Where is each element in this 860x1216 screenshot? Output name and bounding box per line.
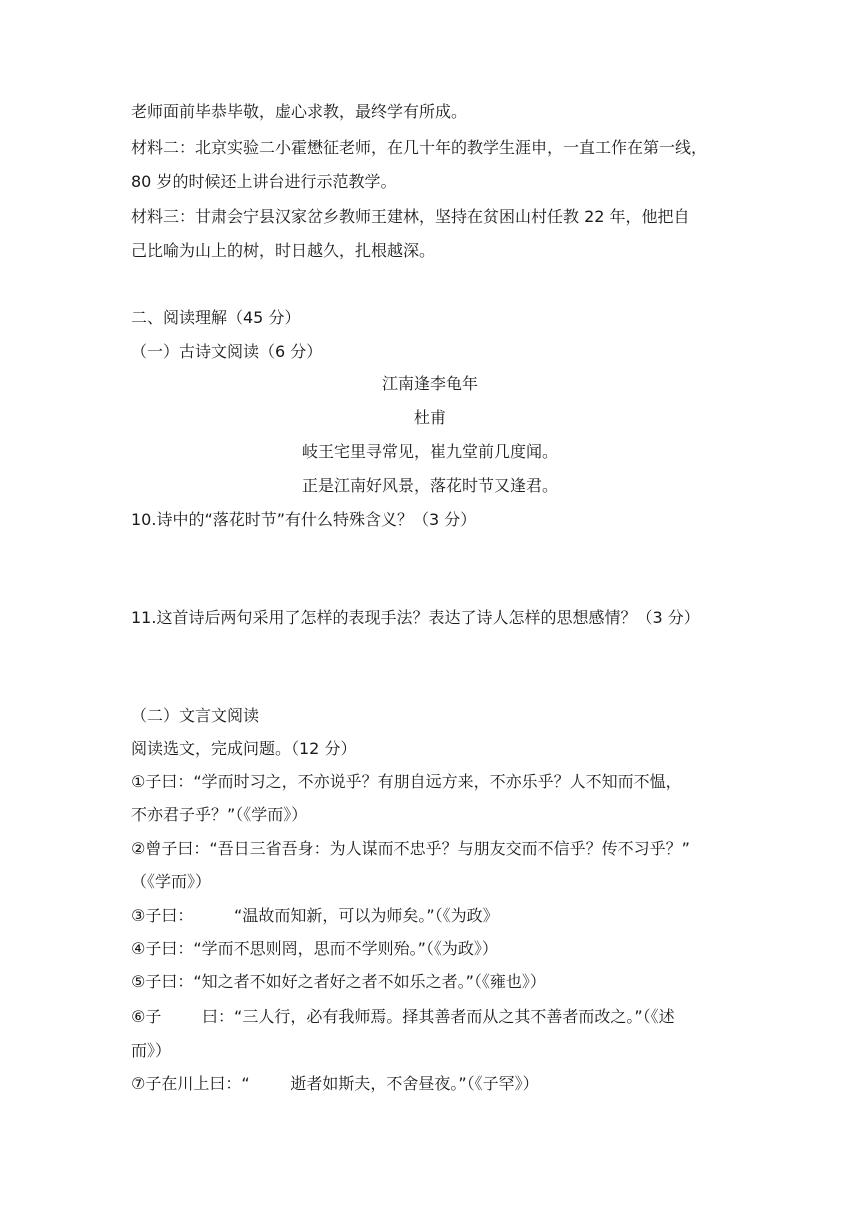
passage-6-line-1: ⑥子 曰：“三人行，必有我师焉。择其善者而从之其不善者而改之。”（《述 (131, 1007, 675, 1026)
passage-5: ⑤子曰：“知之者不如好之者好之者不如乐之者。”（《雍也》） (131, 972, 546, 991)
question-10: 10.诗中的“落花时节”有什么特殊含义？（3 分） (131, 510, 477, 529)
passage-3: ③子曰： “温故而知新，可以为师矣。”（《为政》 (131, 906, 499, 925)
question-11: 11.这首诗后两句采用了怎样的表现手法？表达了诗人怎样的思想感情？（3 分） (131, 608, 700, 627)
passage-1-line-1: ①子曰：“学而时习之，不亦说乎？有朋自远方来，不亦乐乎？人不知而不愠， (131, 772, 682, 791)
material-2-line-1: 材料二：北京实验二小霍懋征老师，在几十年的教学生涯申，一直工作在第一线， (131, 138, 708, 157)
sub-2-heading: （二）文言文阅读 (131, 706, 260, 725)
section-2-heading: 二、阅读理解（45 分） (131, 308, 301, 327)
sub-1-heading: （一）古诗文阅读（6 分） (131, 342, 323, 361)
material-1-tail: 老师面前毕恭毕敬，虚心求教，最终学有所成。 (131, 102, 468, 121)
passage-7: ⑦子在川上曰：“ 逝者如斯夫，不舍昼夜。”（《子罕》） (131, 1074, 539, 1093)
poem-line-1: 岐王宅里寻常见，崔九堂前几度闻。 (301, 442, 558, 461)
passage-1-line-2: 不亦君子乎？”（《学而》） (131, 805, 308, 824)
passage-6-line-2: 而》） (131, 1041, 172, 1060)
material-3-line-1: 材料三：甘肃会宁县汉家岔乡教师王建林，坚持在贫困山村任教 22 年，他把自 (131, 207, 690, 226)
passage-2-line-2: （《学而》） (131, 872, 212, 891)
instructions: 阅读选文，完成问题。（12 分） (131, 739, 357, 758)
passage-4: ④子曰：“学而不思则罔，思而不学则殆。”（《为政》） (131, 939, 498, 958)
poem-title: 江南逢李龟年 (381, 374, 478, 393)
material-2-line-2: 80 岁的时候还上讲台进行示范教学。 (131, 172, 397, 191)
poem-line-2: 正是江南好风景，落花时节又逢君。 (301, 476, 558, 495)
poem-author: 杜甫 (413, 408, 446, 427)
material-3-line-2: 己比喻为山上的树，时日越久，扎根越深。 (131, 241, 436, 260)
passage-2-line-1: ②曾子曰：“吾日三省吾身：为人谋而不忠乎？与朋友交而不信乎？传不习乎？” (131, 839, 690, 858)
